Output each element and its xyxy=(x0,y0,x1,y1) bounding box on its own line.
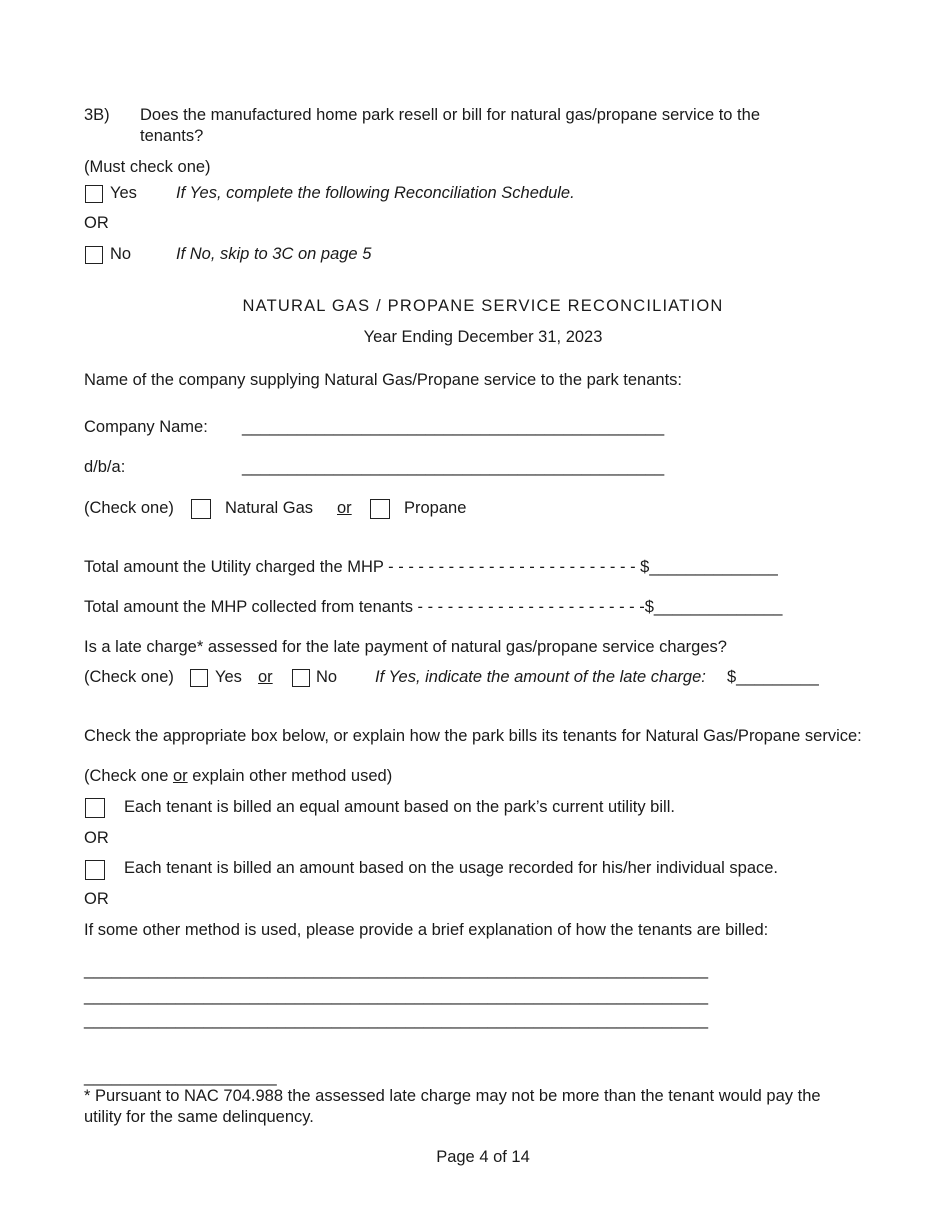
natural-gas-checkbox[interactable] xyxy=(191,499,211,519)
page-number: Page 4 of 14 xyxy=(436,1148,530,1166)
late-check-one: (Check one) xyxy=(84,668,174,686)
company-name-field[interactable]: ______________________________________________ xyxy=(242,418,665,436)
or-separator: OR xyxy=(84,214,109,232)
usage-based-checkbox[interactable] xyxy=(85,860,105,880)
fuel-check-one: (Check one) xyxy=(84,499,174,517)
footnote-text: * Pursuant to NAC 704.988 the assessed late charge may not be more than the tenant would pay the xyxy=(84,1087,821,1105)
late-charge-question: Is a late charge* assessed for the late payment of natural gas/propane service charges? xyxy=(84,638,727,656)
late-or-word: or xyxy=(258,668,273,686)
propane-label: Propane xyxy=(404,499,467,517)
yes-checkbox[interactable] xyxy=(85,185,103,203)
yes-instruction: If Yes, complete the following Reconciliation Schedule. xyxy=(176,184,575,202)
equal-amount-checkbox[interactable] xyxy=(85,798,105,818)
late-instruction: If Yes, indicate the amount of the late charge: xyxy=(375,668,706,686)
late-no-checkbox[interactable] xyxy=(292,669,310,687)
late-yes-label: Yes xyxy=(215,668,242,686)
or-separator: OR xyxy=(84,829,109,847)
company-name-label: Company Name: xyxy=(84,418,208,436)
explanation-line[interactable]: ____________________________________________________________________ xyxy=(84,961,709,979)
usage-based-label: Each tenant is billed an amount based on the usage recorded for his/her individual space. xyxy=(124,859,779,877)
yes-label: Yes xyxy=(110,184,137,202)
reconciliation-title: NATURAL GAS / PROPANE SERVICE RECONCILIATION xyxy=(242,297,724,315)
dba-label: d/b/a: xyxy=(84,458,126,476)
late-yes-checkbox[interactable] xyxy=(190,669,208,687)
dba-field[interactable]: ______________________________________________ xyxy=(242,458,665,476)
propane-checkbox[interactable] xyxy=(370,499,390,519)
mhp-collected-line: Total amount the MHP collected from tenants - - - - - - - - - - - - - - - - - - - - - - -$______________ xyxy=(84,598,783,616)
question-text-cont: tenants? xyxy=(140,127,204,145)
billing-check-note: (Check one or explain other method used) xyxy=(84,767,393,785)
company-prompt: Name of the company supplying Natural Gas/Propane service to the park tenants: xyxy=(84,371,682,389)
footnote-text-cont: utility for the same delinquency. xyxy=(84,1108,314,1126)
no-checkbox[interactable] xyxy=(85,246,103,264)
must-check-note: (Must check one) xyxy=(84,158,211,176)
late-no-label: No xyxy=(316,668,338,686)
question-number: 3B) xyxy=(84,106,110,124)
billing-prompt: Check the appropriate box below, or explain how the park bills its tenants for Natural Gas/Propane service: xyxy=(84,727,862,745)
or-word: or xyxy=(337,499,352,517)
no-instruction: If No, skip to 3C on page 5 xyxy=(176,245,372,263)
other-method-prompt: If some other method is used, please provide a brief explanation of how the tenants are billed: xyxy=(84,921,769,939)
utility-charged-line: Total amount the Utility charged the MHP - - - - - - - - - - - - - - - - - - - - - - - - - $______________ xyxy=(84,558,778,576)
explanation-line[interactable]: ____________________________________________________________________ xyxy=(84,987,709,1005)
or-separator: OR xyxy=(84,890,109,908)
late-amount-field[interactable]: $_________ xyxy=(727,668,819,686)
reconciliation-subtitle: Year Ending December 31, 2023 xyxy=(363,328,603,346)
question-text: Does the manufactured home park resell or bill for natural gas/propane service to the xyxy=(140,106,760,124)
no-label: No xyxy=(110,245,132,263)
equal-amount-label: Each tenant is billed an equal amount based on the park’s current utility bill. xyxy=(124,798,675,816)
explanation-line[interactable]: ____________________________________________________________________ xyxy=(84,1011,709,1029)
footnote-rule: _____________________ xyxy=(84,1068,277,1086)
natural-gas-label: Natural Gas xyxy=(225,499,314,517)
